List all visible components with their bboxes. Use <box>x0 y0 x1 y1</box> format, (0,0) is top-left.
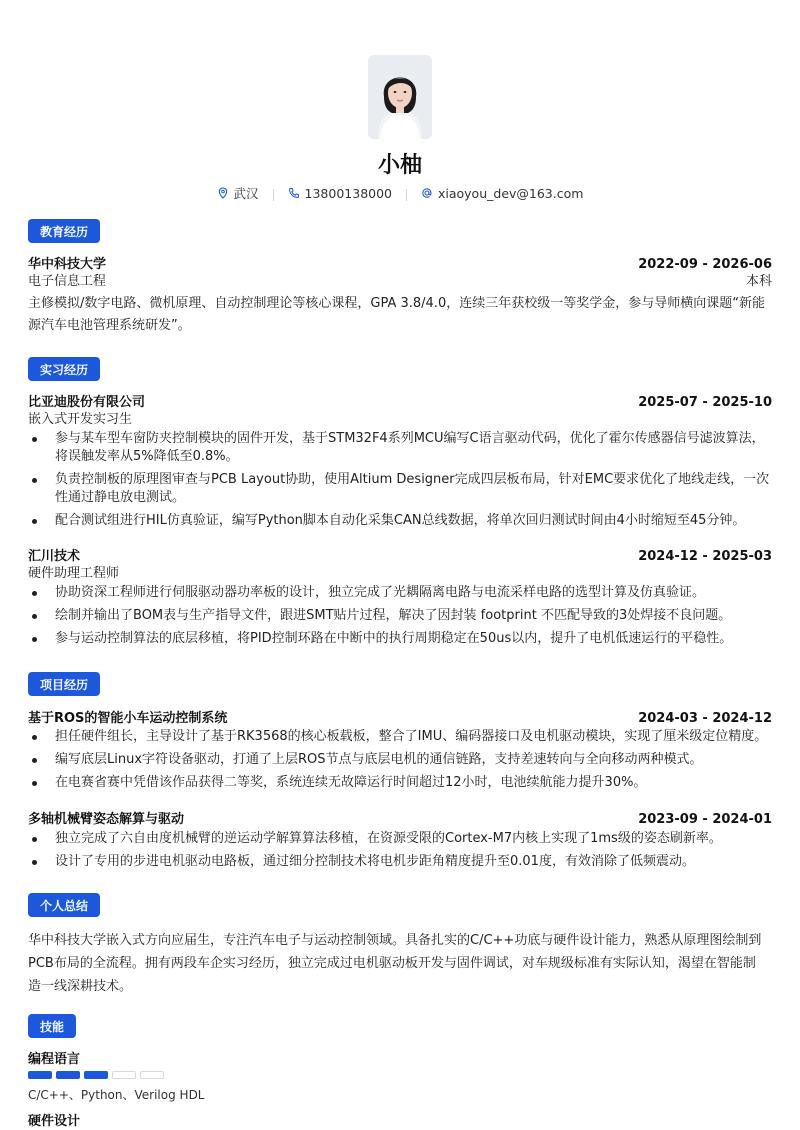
internship-bullets <box>28 430 772 535</box>
summary-line: 华中科技大学嵌入式方向应届生，专注汽车电子与运动控制领域。具备扎实的C/C++功底与硬件设计能力，熟悉从原理图绘制到 <box>28 933 762 948</box>
degree: 本科 <box>745 274 772 289</box>
list-item <box>28 830 772 848</box>
contact-phone <box>288 186 392 201</box>
skill-level-empty <box>112 1071 136 1079</box>
contact-divider <box>273 189 274 201</box>
internship-dates: 2024-12 - 2025-03 <box>638 549 772 564</box>
contact-location <box>217 184 259 202</box>
list-item <box>28 512 772 530</box>
bullet-line: 绘制并输出了BOM表与生产指导文件，跟进SMT贴片过程，解决了因封装 footprint 不匹配导致的3处焊接不良问题。 <box>55 608 732 623</box>
education-subheader <box>28 270 772 289</box>
email-text: xiaoyou_dev@163.com <box>437 185 584 201</box>
list-item <box>28 853 772 871</box>
skill-items: C/C++、Python、Verilog HDL <box>28 1088 205 1102</box>
contact-divider <box>406 189 407 201</box>
summary-line: 造一线深耕技术。 <box>28 979 133 994</box>
profile-photo <box>368 55 432 139</box>
skill-level-filled <box>28 1071 52 1079</box>
project-dates: 2023-09 - 2024-01 <box>638 812 772 827</box>
section-title-skills: 技能 <box>28 1014 76 1038</box>
phone-text: 13800138000 <box>304 185 393 201</box>
list-item <box>28 728 772 746</box>
candidate-name: 小柚 <box>377 153 422 178</box>
project-bullets <box>28 728 772 797</box>
bullet-line: 设计了专用的步进电机驱动电路板，通过细分控制技术将电机步距角精度提升至0.01度，有效消除了低频震动。 <box>55 854 695 869</box>
section-title-education: 教育经历 <box>28 219 100 243</box>
bullet-line: 参与某车型车窗防夹控制模块的固件开发，基于STM32F4系列MCU编写C语言驱动代码，优化了霍尔传感器信号滤波算法， <box>55 431 765 446</box>
list-item <box>28 430 772 466</box>
project-dates: 2024-03 - 2024-12 <box>638 711 772 726</box>
project-name: 多轴机械臂姿态解算与驱动 <box>28 812 185 827</box>
skill-level-filled <box>84 1071 108 1079</box>
education-dates: 2022-09 - 2026-06 <box>638 257 772 272</box>
company-name: 比亚迪股份有限公司 <box>28 395 146 410</box>
summary-text <box>28 929 772 998</box>
internship-role-row <box>28 408 772 427</box>
bullet-line: 将误触发率从5%降低至0.8%。 <box>55 449 239 464</box>
skill-level-meter <box>28 1071 164 1079</box>
bullet-line: 负责控制板的原理图审查与PCB Layout协助，使用Altium Designer完成四层板布局，针对EMC要求优化了地线走线，一次 <box>55 472 770 487</box>
section-title-summary: 个人总结 <box>28 893 100 917</box>
section-title-projects: 项目经历 <box>28 672 100 696</box>
location-pin-icon <box>217 187 229 199</box>
bullet-line: 在电赛省赛中凭借该作品获得二等奖，系统连续无故障运行时间超过12小时，电池续航能力提升30%。 <box>55 775 647 790</box>
summary-line: PCB布局的全流程。拥有两段车企实习经历，独立完成过电机驱动板开发与固件调试，对车规级标准有实际认知，渴望在智能制 <box>28 956 756 971</box>
project-header <box>28 707 772 726</box>
bullet-line: 参与运动控制算法的底层移植，将PID控制环路在中断中的执行周期稳定在50us以内，提升了电机低速运行的平稳性。 <box>55 631 733 646</box>
contact-email <box>421 186 583 201</box>
bullet-line: 担任硬件组长，主导设计了基于RK3568的核心板载板，整合了IMU、编码器接口及电机驱动模块，实现了厘米级定位精度。 <box>55 729 768 744</box>
list-item <box>28 607 772 625</box>
section-title-internship: 实习经历 <box>28 357 100 381</box>
major: 电子信息工程 <box>28 274 107 289</box>
project-name: 基于ROS的智能小车运动控制系统 <box>28 711 228 726</box>
list-item <box>28 471 772 507</box>
bullet-line: 性通过静电放电测试。 <box>55 490 186 505</box>
job-role: 嵌入式开发实习生 <box>28 412 133 427</box>
project-bullets <box>28 830 772 876</box>
education-description <box>28 293 772 337</box>
project-header <box>28 808 772 827</box>
bullet-line: 独立完成了六自由度机械臂的逆运动学解算算法移植，在资源受限的Cortex-M7内核上实现了1ms级的姿态刷新率。 <box>55 831 722 846</box>
internship-dates: 2025-07 - 2025-10 <box>638 395 772 410</box>
school-name: 华中科技大学 <box>28 257 107 272</box>
skill-category: 硬件设计 <box>28 1114 81 1129</box>
education-desc-line: 主修模拟/数字电路、微机原理、自动控制理论等核心课程，GPA 3.8/4.0，连续三年获校级一等奖学金，参与导师横向课题“新能 <box>28 296 765 311</box>
skill-level-empty <box>140 1071 164 1079</box>
bullet-line: 编写底层Linux字符设备驱动，打通了上层ROS节点与底层电机的通信链路，支持差速转向与全向移动两种模式。 <box>55 752 703 767</box>
location-text: 武汉 <box>233 186 259 201</box>
bullet-line: 协助资深工程师进行伺服驱动器功率板的设计，独立完成了光耦隔离电路与电流采样电路的选型计算及仿真验证。 <box>55 585 706 600</box>
skill-level-filled <box>56 1071 80 1079</box>
list-item <box>28 584 772 602</box>
list-item <box>28 774 772 792</box>
education-desc-line: 源汽车电池管理系统研发”。 <box>28 318 191 333</box>
phone-icon <box>288 187 300 199</box>
bullet-line: 配合测试组进行HIL仿真验证，编写Python脚本自动化采集CAN总线数据，将单次回归测试时间由4小时缩短至45分钟。 <box>55 513 746 528</box>
list-item <box>28 751 772 769</box>
job-role: 硬件助理工程师 <box>28 566 120 581</box>
internship-bullets <box>28 584 772 653</box>
company-name: 汇川技术 <box>28 549 81 564</box>
contact-bar <box>0 184 800 202</box>
skill-category: 编程语言 <box>28 1052 81 1067</box>
internship-role-row <box>28 562 772 581</box>
at-sign-icon <box>421 187 433 199</box>
list-item <box>28 630 772 648</box>
